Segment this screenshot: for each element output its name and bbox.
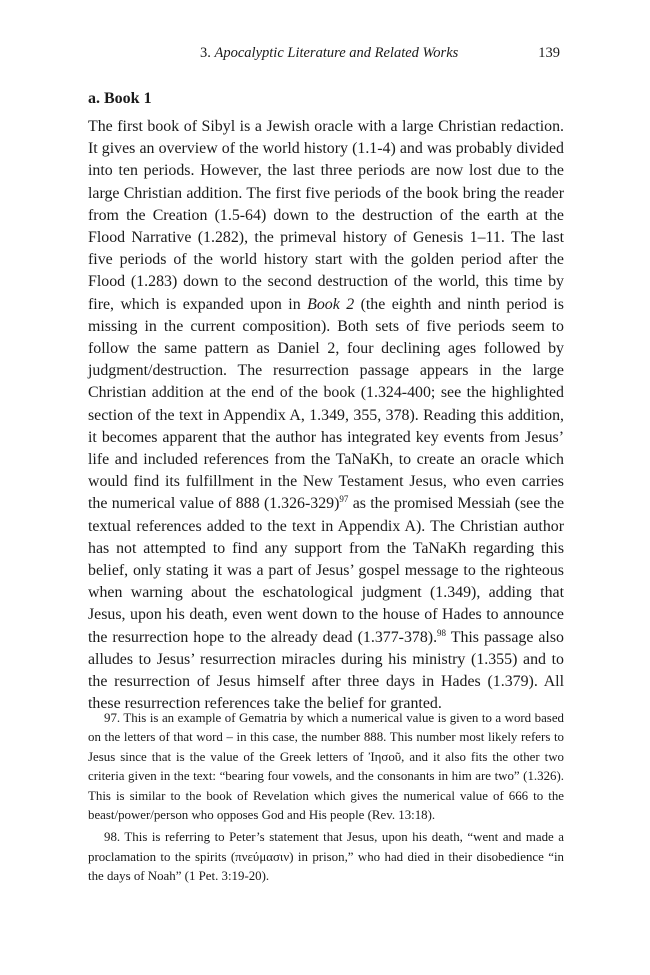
footnote-98 bbox=[88, 828, 564, 886]
body-text-4: This passage also alludes to Jesus’ resurrection miracles during his ministry (1.355) and to the resurrection of Jesus himself after three days in Hades (1.379). All these resurrection references take the belief for granted. bbox=[88, 628, 564, 713]
footnote-ref-97[interactable]: 97 bbox=[339, 494, 349, 505]
book-2-italic: Book 2 bbox=[307, 295, 355, 313]
body-text-1: The first book of Sibyl is a Jewish oracle with a large Christian redaction. It gives an overview of the world history (1.1-4) and was probably divided into ten periods. However, the last three periods are now lost due to the large Christian addition. The first five periods of the book bring the reader from the Creation (1.5-64) down to the destruction of the earth at the Flood Narrative (1.282), the primeval history of Genesis 1–11. The last five periods of the world history start with the golden period after the Flood (1.283) down to the second destruction of the world, this time by fire, which is expanded upon in bbox=[88, 118, 564, 313]
page-number: 139 bbox=[538, 45, 560, 61]
footnote-number: 97. bbox=[104, 711, 121, 725]
footnote-ref-98[interactable]: 98 bbox=[437, 627, 447, 638]
running-head bbox=[88, 45, 564, 65]
footnote-text: This is an example of Gematria by which a numerical value is given to a word based on the letters of that word – in this case, the number 888. This number most likely refers to Jesus since that is the value of the Greek letters of Ἰησοῦ, and it also fits the other two criteria given in the text: “bearing four vowels, and the consonants in him are two” (1.326). This is similar to the book of Revelation which gives the numerical value of 666 to the beast/power/person who opposes God and His people (Rev. 13:18). bbox=[88, 711, 564, 823]
chapter-number: 3. bbox=[200, 45, 211, 61]
footnote-text: This is referring to Peter’s statement that Jesus, upon his death, “went and made a proclamation to the spirits (πνεύμασιν) in prison,” who had died in their disobedience “in the days of Noah” (1 Pet. 3:19-20). bbox=[88, 830, 564, 884]
section-heading: a. Book 1 bbox=[88, 90, 152, 107]
body-text-3: as the promised Messiah (see the textual references added to the text in Appendix A). The Christian author has not attempted to find any support from the TaNaKh regarding this belief, only stating it was a part of Jesus’ gospel message to the righteous when warning about the eschatological judgment (1.349), adding that Jesus, upon his death, even went down to the house of Hades to announce the resurrection hope to the already dead (1.377-378). bbox=[88, 495, 564, 646]
running-head-title bbox=[200, 45, 458, 62]
footnotes bbox=[88, 709, 564, 890]
footnote-97 bbox=[88, 709, 564, 825]
chapter-title: Apocalyptic Literature and Related Works bbox=[214, 45, 459, 61]
body-text-2: (the eighth and ninth period is missing in the current composition). Both sets of five periods seem to follow the same pattern as Daniel 2, four declining ages followed by judgment/destruction. The resurrection passage appears in the large Christian addition at the end of the book (1.324-400; see the highlighted section of the text in Appendix A, 1.349, 355, 378). Reading this addition, it becomes apparent that the author has integrated key events from Jesus’ life and included references from the TaNaKh, to create an oracle which would find its fulfillment in the New Testament Jesus, who even carries the numerical value of 888 (1.326-329) bbox=[88, 295, 564, 513]
footnote-number: 98. bbox=[104, 830, 121, 845]
body-paragraph bbox=[88, 116, 564, 715]
